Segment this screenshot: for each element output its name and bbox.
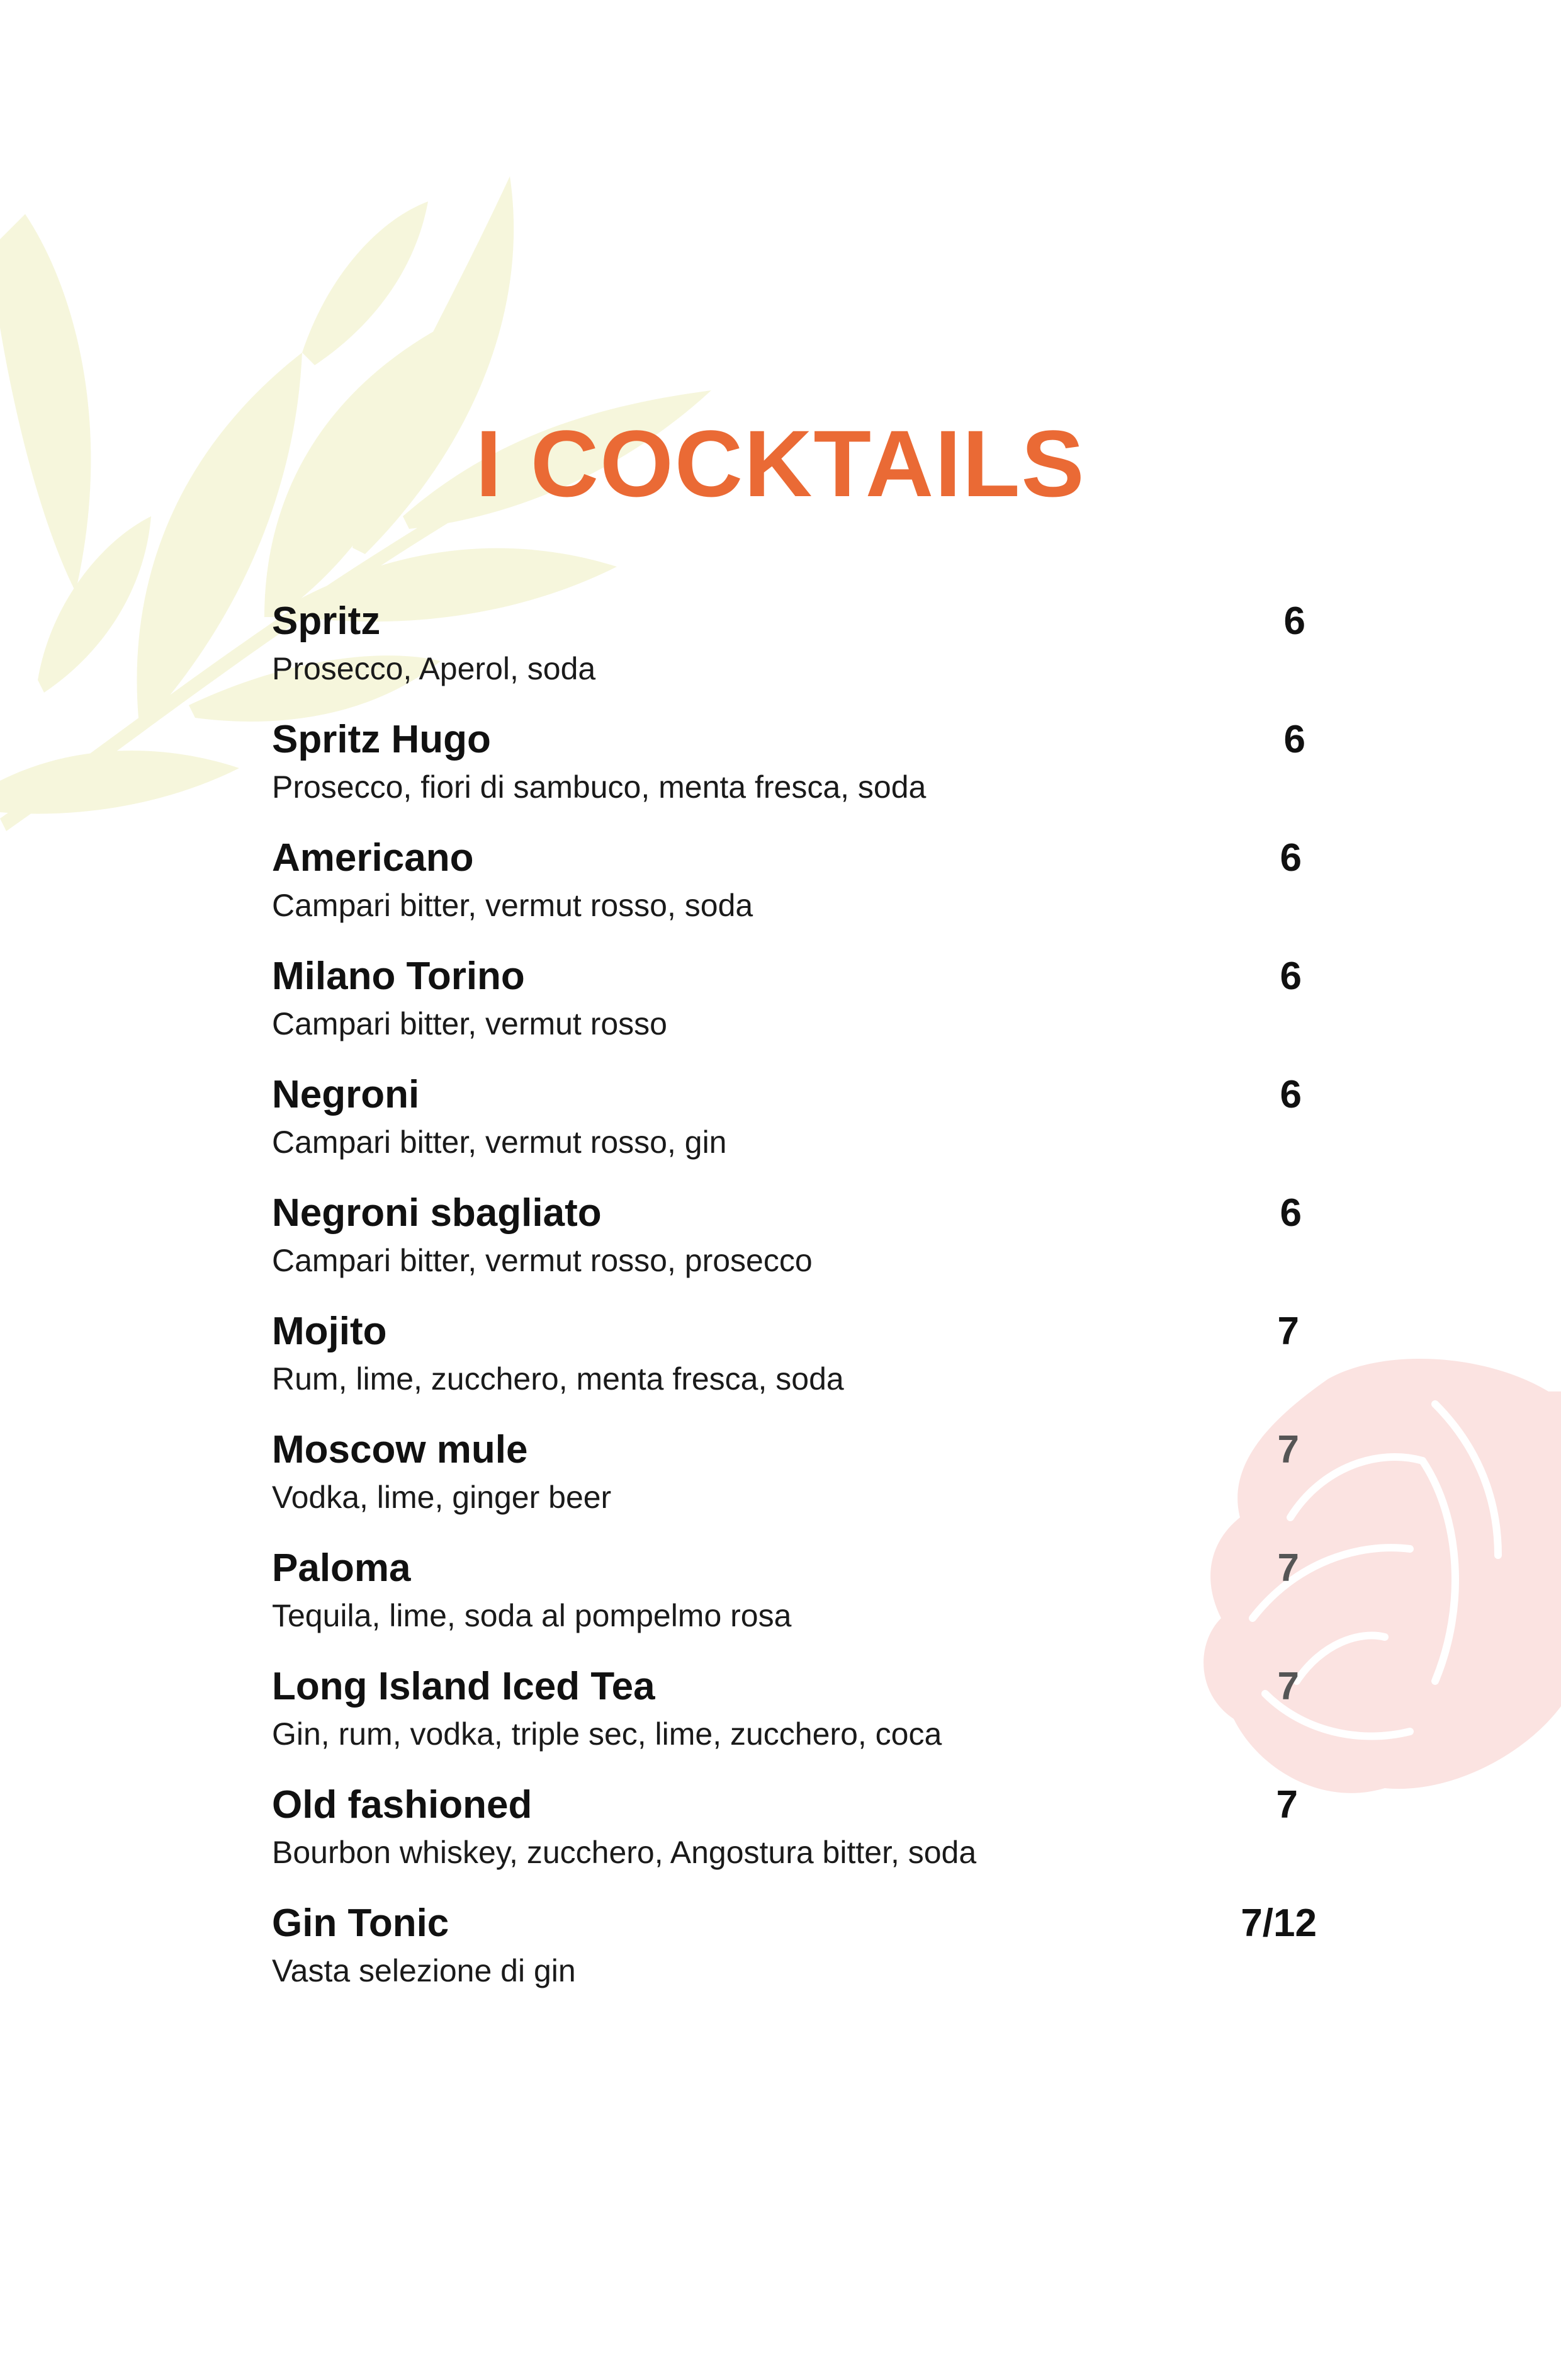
cocktail-list — [272, 598, 1317, 2019]
menu-item — [272, 1190, 1317, 1308]
menu-item — [272, 1663, 1317, 1782]
item-price: 6 — [1280, 836, 1302, 880]
item-price: 7 — [1277, 1310, 1299, 1353]
item-name: Mojito — [272, 1310, 387, 1353]
item-name: Milano Torino — [272, 955, 525, 998]
item-description: Bourbon whiskey, zucchero, Angostura bitter, soda — [272, 1835, 977, 1870]
item-name: Gin Tonic — [272, 1901, 449, 1945]
item-name: Negroni sbagliato — [272, 1191, 602, 1235]
item-name: Spritz Hugo — [272, 718, 491, 761]
menu-item — [272, 717, 1317, 835]
item-name: Long Island Iced Tea — [272, 1665, 655, 1708]
item-price: 6 — [1280, 1191, 1302, 1235]
menu-item — [272, 1308, 1317, 1427]
item-description: Campari bitter, vermut rosso, gin — [272, 1125, 727, 1160]
item-description: Campari bitter, vermut rosso — [272, 1006, 667, 1041]
item-description: Prosecco, Aperol, soda — [272, 651, 596, 686]
item-description: Vasta selezione di gin — [272, 1953, 576, 1988]
item-description: Rum, lime, zucchero, menta fresca, soda — [272, 1361, 844, 1397]
page-title: I COCKTAILS — [475, 410, 1086, 516]
menu-item — [272, 1900, 1317, 2019]
item-name: Moscow mule — [272, 1428, 528, 1471]
item-name: Old fashioned — [272, 1783, 533, 1827]
item-name: Paloma — [272, 1546, 411, 1590]
item-description: Tequila, lime, soda al pompelmo rosa — [272, 1598, 792, 1633]
menu-item — [272, 1545, 1317, 1663]
menu-item — [272, 835, 1317, 953]
item-price: 7 — [1277, 1546, 1299, 1590]
item-price: 7 — [1277, 1428, 1299, 1471]
item-name: Spritz — [272, 599, 381, 643]
item-name: Americano — [272, 836, 474, 880]
item-description: Vodka, lime, ginger beer — [272, 1480, 612, 1515]
item-price: 6 — [1280, 955, 1302, 998]
item-price: 7 — [1277, 1665, 1299, 1708]
menu-item — [272, 598, 1317, 717]
item-price: 6 — [1280, 1073, 1302, 1116]
item-price: 6 — [1283, 718, 1305, 761]
menu-item — [272, 1072, 1317, 1190]
item-price: 6 — [1283, 599, 1305, 643]
item-description: Campari bitter, vermut rosso, prosecco — [272, 1243, 813, 1278]
menu-item — [272, 1782, 1317, 1900]
item-price: 7/12 — [1241, 1901, 1317, 1945]
item-name: Negroni — [272, 1073, 420, 1116]
item-description: Campari bitter, vermut rosso, soda — [272, 888, 753, 923]
item-description: Prosecco, fiori di sambuco, menta fresca, soda — [272, 769, 927, 805]
menu-item — [272, 1427, 1317, 1545]
item-description: Gin, rum, vodka, triple sec, lime, zucchero, coca — [272, 1716, 942, 1752]
item-price: 7 — [1276, 1783, 1298, 1827]
menu-item — [272, 953, 1317, 1072]
